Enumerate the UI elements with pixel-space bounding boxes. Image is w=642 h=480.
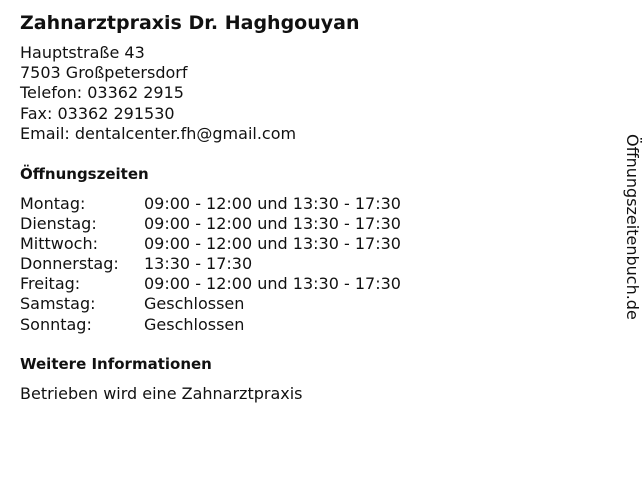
phone: Telefon: 03362 2915	[20, 83, 184, 103]
day-label: Dienstag:	[20, 214, 97, 234]
info-heading: Weitere Informationen	[20, 355, 212, 373]
address-block	[20, 43, 296, 144]
day-label: Mittwoch:	[20, 234, 98, 254]
day-label: Montag:	[20, 194, 86, 213]
street: Hauptstraße 43	[20, 43, 145, 62]
time-value: 13:30 - 17:30	[144, 254, 253, 274]
fax: Fax: 03362 291530	[20, 103, 175, 123]
time-value: 09:00 - 12:00 und 13:30 - 17:30	[144, 274, 401, 294]
city: 7503 Großpetersdorf	[20, 63, 188, 83]
time-value: 09:00 - 12:00 und 13:30 - 17:30	[144, 214, 401, 234]
day-label: Sonntag:	[20, 314, 92, 334]
hours-heading: Öffnungszeiten	[20, 165, 149, 183]
time-value: 09:00 - 12:00 und 13:30 - 17:30	[144, 194, 401, 213]
time-value: Geschlossen	[144, 294, 245, 314]
time-value: Geschlossen	[144, 314, 245, 334]
day-label: Donnerstag:	[20, 254, 119, 274]
watermark: Öffnungszeitenbuch.de	[623, 134, 642, 320]
day-label: Samstag:	[20, 294, 96, 314]
time-value: 09:00 - 12:00 und 13:30 - 17:30	[144, 234, 401, 254]
business-title: Zahnarztpraxis Dr. Haghgouyan	[20, 12, 360, 34]
info-text: Betrieben wird eine Zahnarztpraxis	[20, 384, 303, 403]
email: Email: dentalcenter.fh@gmail.com	[20, 123, 297, 143]
day-label: Freitag:	[20, 274, 81, 294]
